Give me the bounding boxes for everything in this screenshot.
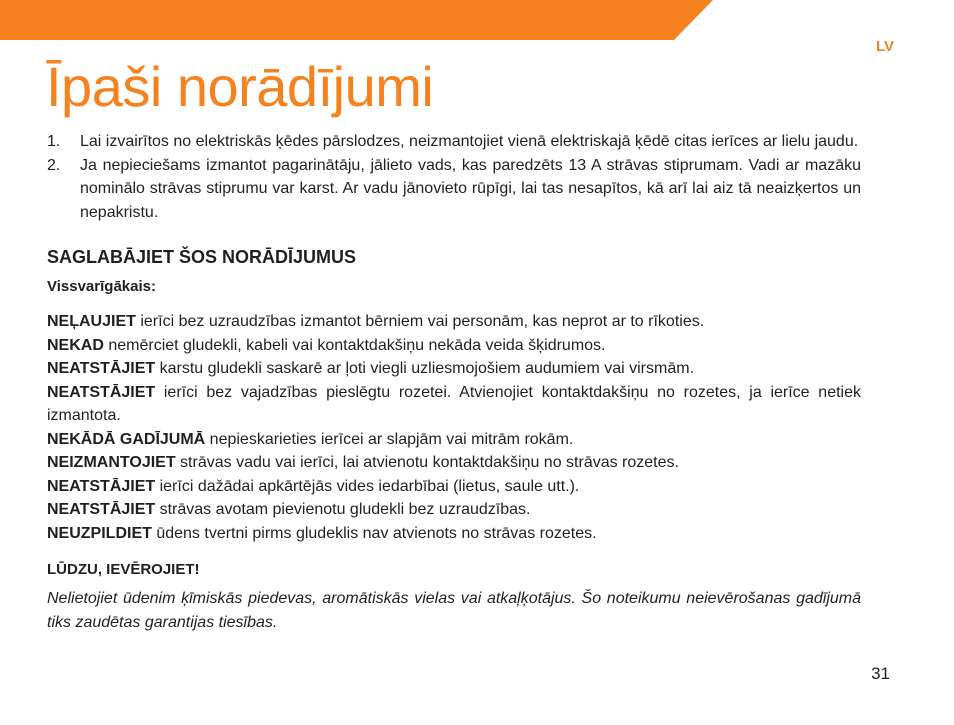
list-number: 2. — [47, 156, 61, 174]
rule-keyword: NEIZMANTOJIET — [47, 454, 176, 471]
rule-text: ierīci bez uzraudzības izmantot bērniem vai personām, kas neprot ar to rīkoties. — [135, 313, 705, 330]
page-number: 31 — [871, 664, 890, 683]
rule-item — [47, 334, 861, 358]
important-heading: Vissvarīgākais: — [47, 278, 156, 295]
rule-keyword: NEATSTĀJIET — [47, 360, 156, 377]
rule-item — [47, 381, 861, 428]
rule-keyword: NEATSTĀJIET — [47, 501, 156, 518]
rule-item — [47, 310, 861, 334]
rule-item — [47, 498, 861, 522]
rule-item — [47, 451, 861, 475]
document-body — [47, 130, 861, 634]
page-title: Īpaši norādījumi — [46, 55, 434, 118]
list-item — [47, 130, 861, 154]
rules-list — [47, 310, 861, 545]
language-code: LV — [875, 38, 894, 55]
list-item — [47, 154, 861, 225]
save-instructions-heading: SAGLABĀJIET ŠOS NORĀDĪJUMUS — [47, 247, 357, 267]
rule-keyword: NEUZPILDIET — [47, 524, 152, 542]
notice-heading: LŪDZU, IEVĒROJIET! — [47, 561, 200, 578]
rule-text: karstu gludekli saskarē ar ļoti viegli uzliesmojošiem audumiem vai virsmām. — [155, 360, 695, 377]
rule-text: strāvas vadu vai ierīci, lai atvienotu kontaktdakšiņu no strāvas rozetes. — [175, 454, 679, 471]
list-number: 1. — [47, 133, 61, 150]
rule-keyword: NEATSTĀJIET — [47, 477, 156, 495]
notice-text: Nelietojiet ūdenim ķīmiskās piedevas, aromātiskās vielas vai atkaļķotājus. Šo noteikumu neievērošanas gadījumā tiks zaudētas garantijas tiesības. — [47, 590, 861, 631]
rule-item — [47, 475, 861, 499]
rule-item — [47, 357, 861, 381]
rule-text: ierīci dažādai apkārtējās vides iedarbībai (lietus, saule utt.). — [155, 477, 580, 495]
list-text: Ja nepieciešams izmantot pagarinātāju, jālieto vads, kas paredzēts 13 A strāvas stiprumam. Vadi ar mazāku nominālo strāvas stiprumu var karst. Ar vadu jānovieto rūpīgi, lai tas nesapītos, kā arī lai aiz tā neaizķertos un nepakristu. — [80, 156, 861, 221]
rule-keyword: NEKAD — [47, 336, 104, 354]
rule-keyword: NEĻAUJIET — [47, 313, 136, 330]
rule-text: ierīci bez vajadzības pieslēgtu rozetei. Atvienojiet kontaktdakšiņu no rozetes, ja ierīce netiek izmantota. — [47, 383, 861, 424]
rule-item — [47, 522, 861, 546]
list-text: Lai izvairītos no elektriskās ķēdes pārslodzes, neizmantojiet vienā elektriskajā ķēdē citas ierīces ar lielu jaudu. — [80, 133, 859, 150]
rule-text: nepieskarieties ierīcei ar slapjām vai mitrām rokām. — [205, 430, 574, 448]
rule-text: strāvas avotam pievienotu gludekli bez uzraudzības. — [155, 501, 531, 518]
rule-keyword: NEATSTĀJIET — [47, 383, 156, 401]
rule-text: ūdens tvertni pirms gludeklis nav atvienots no strāvas rozetes. — [151, 524, 597, 542]
warnings-list — [47, 130, 861, 224]
rule-keyword: NEKĀDĀ GADĪJUMĀ — [47, 430, 206, 448]
rule-item — [47, 428, 861, 452]
orange-header-band — [0, 0, 954, 40]
rule-text: nemērciet gludekli, kabeli vai kontaktdakšiņu nekāda veida šķidrumos. — [103, 336, 606, 354]
